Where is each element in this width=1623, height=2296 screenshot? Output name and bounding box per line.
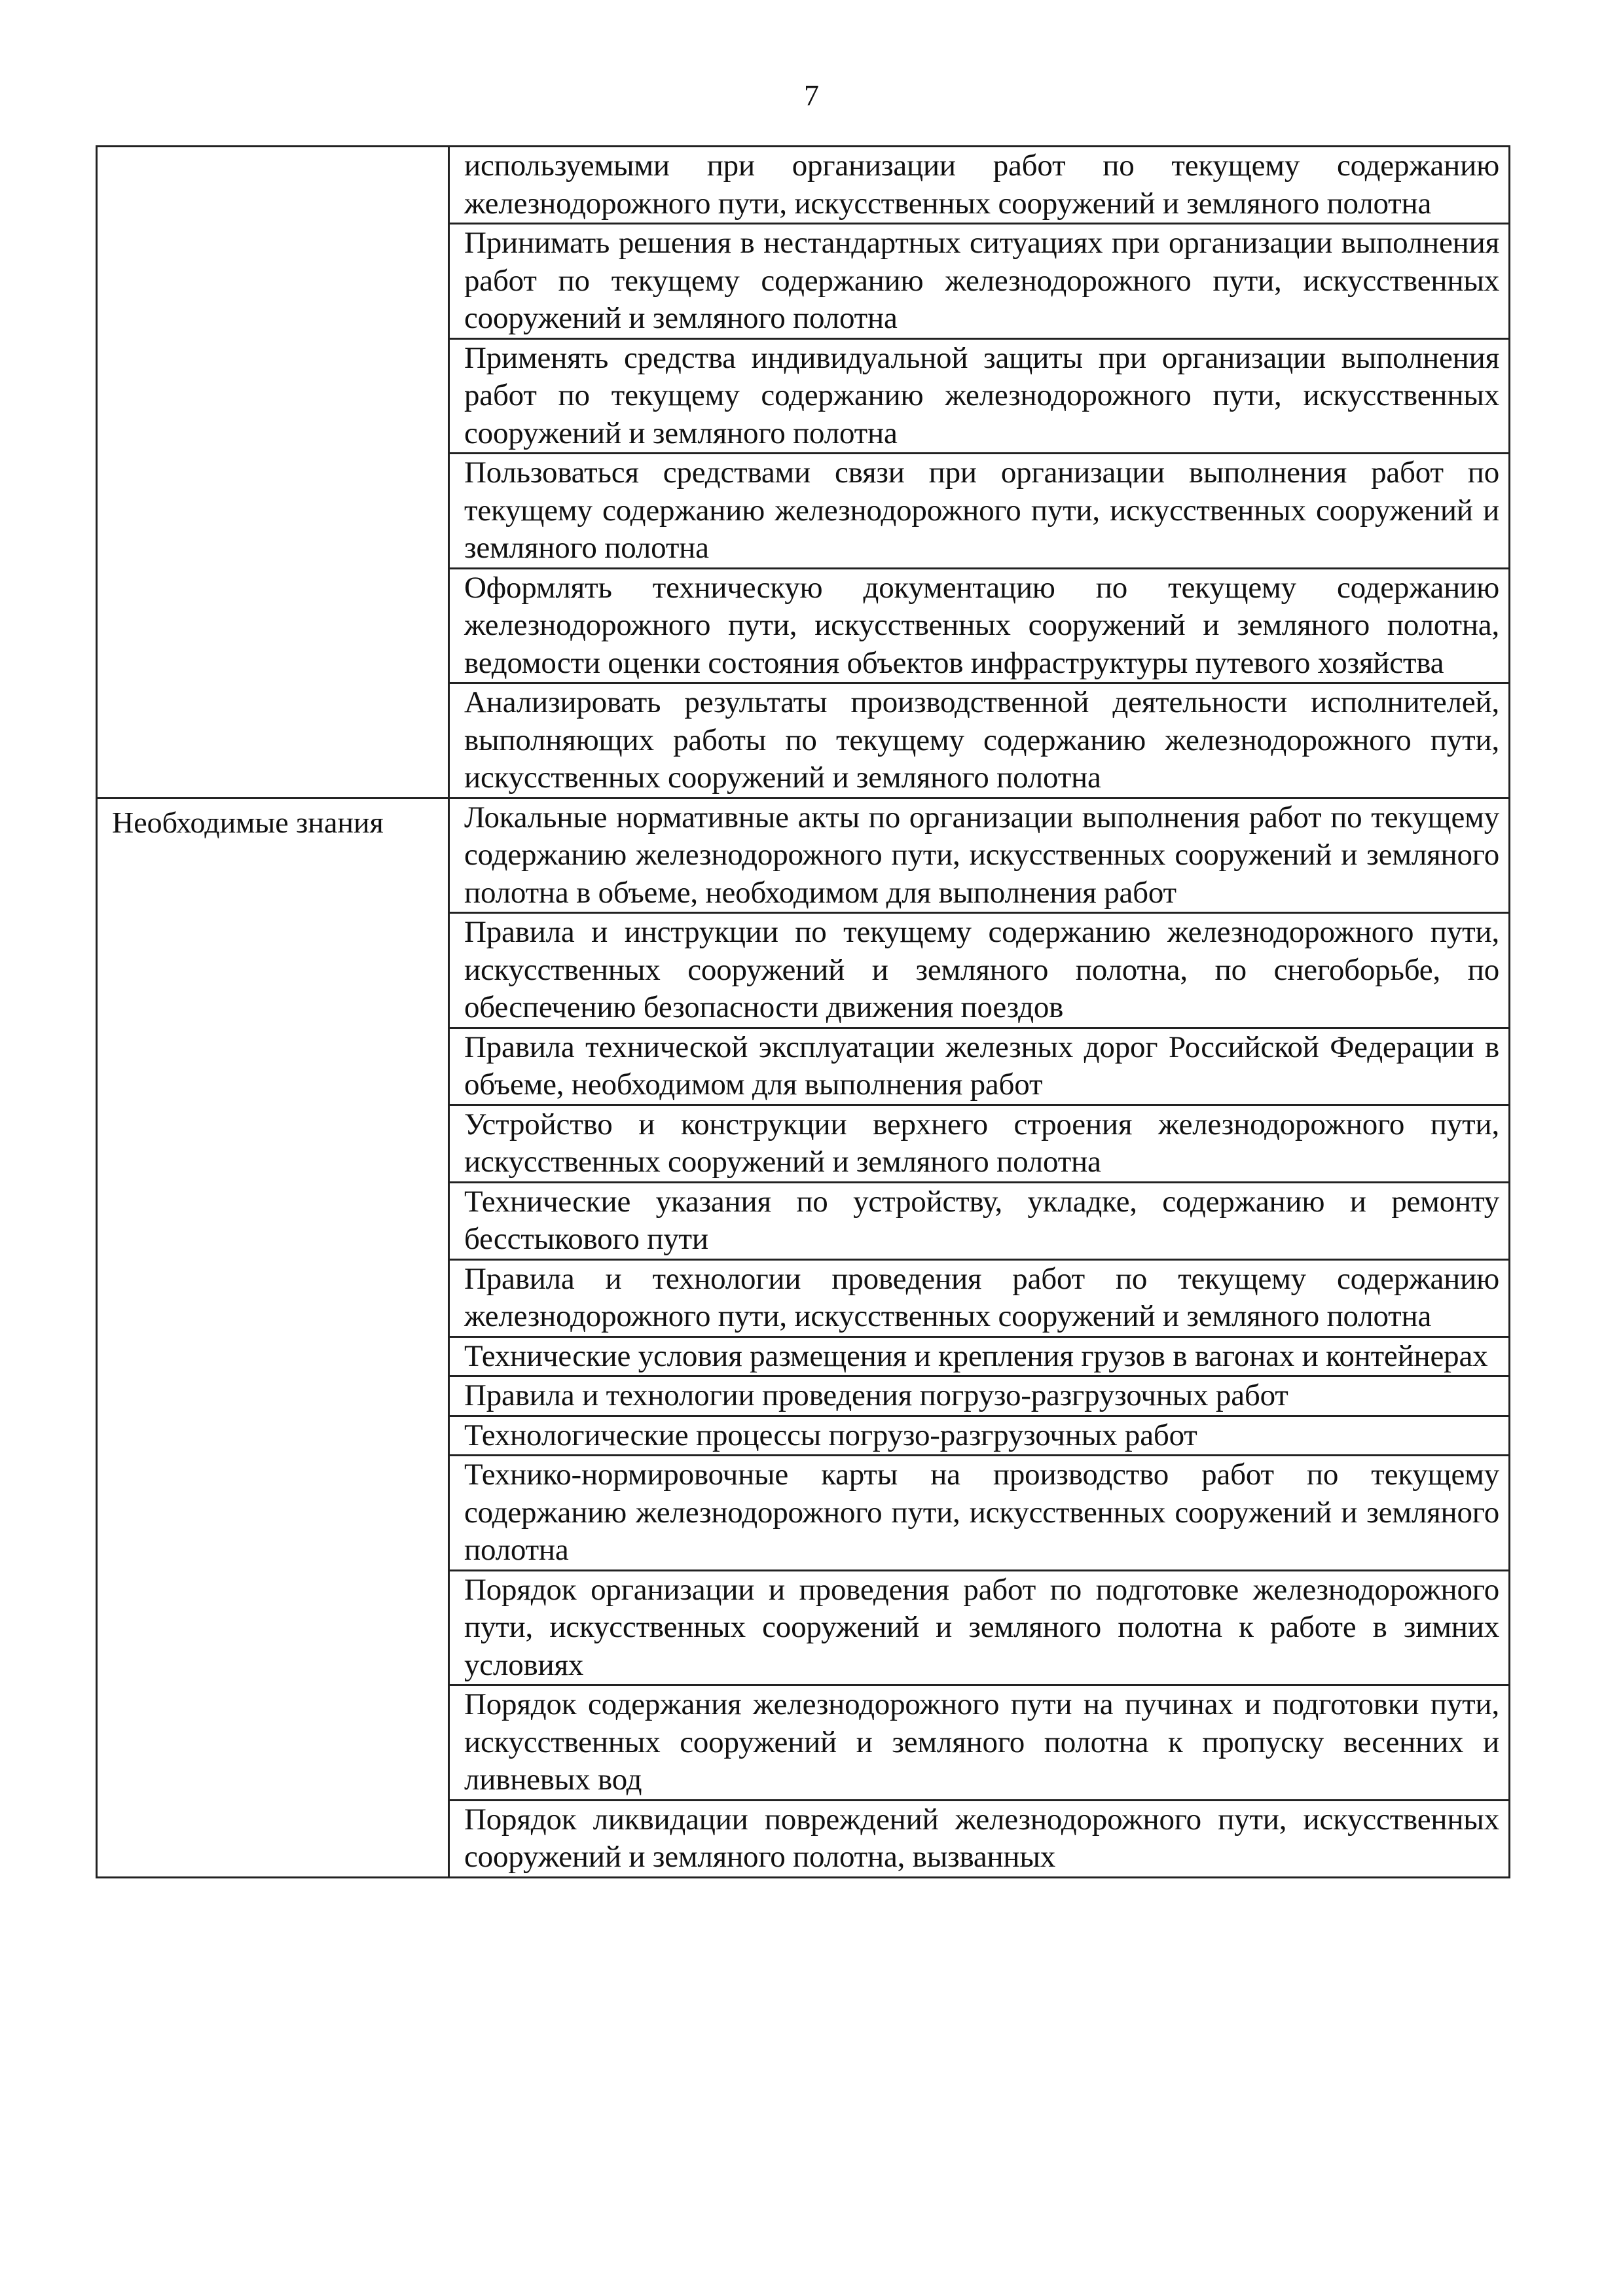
- knowledge-item: Технические условия размещения и крепления грузов в вагонах и контейнерах: [464, 1338, 1488, 1373]
- table-cell: [449, 1336, 1510, 1376]
- table-cell: [449, 1028, 1510, 1105]
- knowledge-item: Порядок содержания железнодорожного пути на пучинах и подготовки пути, искусственных сооружений и земляного полотна к пропуску весенних и ливневых вод: [464, 1687, 1499, 1797]
- table-cell: [449, 798, 1510, 913]
- table-row: [97, 147, 1510, 224]
- knowledge-item: Устройство и конструкции верхнего строения железнодорожного пути, искусственных сооружений и земляного полотна: [464, 1107, 1499, 1179]
- knowledge-item: Правила технической эксплуатации железных дорог Российской Федерации в объеме, необходимом для выполнения работ: [464, 1030, 1499, 1102]
- knowledge-item: Правила и инструкции по текущему содержанию железнодорожного пути, искусственных сооружений и земляного полотна, по снегоборьбе, по обеспечению безопасности движения поездов: [464, 915, 1499, 1024]
- knowledge-label-cell: [97, 798, 449, 1877]
- skill-item: Принимать решения в нестандартных ситуациях при организации выполнения работ по текущему содержанию железнодорожного пути, искусственных сооружений и земляного полотна: [464, 226, 1499, 335]
- knowledge-item: Технические указания по устройству, укладке, содержанию и ремонту бесстыкового пути: [464, 1184, 1499, 1256]
- table-cell: [449, 1182, 1510, 1259]
- table-cell: [449, 224, 1510, 339]
- knowledge-item: Порядок ликвидации повреждений железнодорожного пути, искусственных сооружений и земляного полотна, вызванных: [464, 1802, 1499, 1874]
- page-number: 7: [804, 79, 819, 112]
- skill-item: Оформлять техническую документацию по текущему содержанию железнодорожного пути, искусственных сооружений и земляного полотна, ведомости оценки состояния объектов инфраструктуры путевого хозяйства: [464, 570, 1499, 680]
- knowledge-item: Технико-нормировочные карты на производство работ по текущему содержанию железнодорожного пути, искусственных сооружений и земляного полотна: [464, 1458, 1499, 1567]
- knowledge-item: Технологические процессы погрузо-разгрузочных работ: [464, 1418, 1197, 1452]
- knowledge-item: Локальные нормативные акты по организации выполнения работ по текущему содержанию железнодорожного пути, искусственных сооружений и земляного полотна в объеме, необходимом для выполнения работ: [464, 800, 1499, 910]
- skill-item: Пользоваться средствами связи при организации выполнения работ по текущему содержанию железнодорожного пути, искусственных сооружений и земляного полотна: [464, 456, 1499, 565]
- skills-label-cell: [97, 147, 449, 798]
- table-cell: [449, 913, 1510, 1028]
- requirements-table: [96, 145, 1510, 1878]
- table-cell: [449, 683, 1510, 798]
- knowledge-item: Правила и технологии проведения работ по текущему содержанию железнодорожного пути, искусственных сооружений и земляного полотна: [464, 1261, 1499, 1333]
- table-cell: [449, 1685, 1510, 1801]
- knowledge-item: Правила и технологии проведения погрузо-разгрузочных работ: [464, 1378, 1288, 1412]
- knowledge-label: Необходимые знания: [112, 805, 384, 839]
- table-cell: [449, 1800, 1510, 1877]
- table-cell: [449, 1416, 1510, 1456]
- skill-item: используемыми при организации работ по текущему содержанию железнодорожного пути, искусственных сооружений и земляного полотна: [464, 149, 1499, 221]
- table-cell: [449, 454, 1510, 569]
- table-cell: [449, 338, 1510, 454]
- knowledge-item: Порядок организации и проведения работ по подготовке железнодорожного пути, искусственных сооружений и земляного полотна к работе в зимних условиях: [464, 1572, 1499, 1682]
- skill-item: Анализировать результаты производственной деятельности исполнителей, выполняющих работы по текущему содержанию железнодорожного пути, искусственных сооружений и земляного полотна: [464, 685, 1499, 795]
- table-cell: [449, 568, 1510, 683]
- table-cell: [449, 147, 1510, 224]
- skill-item: Применять средства индивидуальной защиты при организации выполнения работ по текущему содержанию железнодорожного пути, искусственных сооружений и земляного полотна: [464, 340, 1499, 450]
- table-cell: [449, 1570, 1510, 1685]
- table-cell: [449, 1456, 1510, 1571]
- table-row: [97, 798, 1510, 913]
- table-cell: [449, 1376, 1510, 1416]
- table-cell: [449, 1259, 1510, 1336]
- table-cell: [449, 1105, 1510, 1182]
